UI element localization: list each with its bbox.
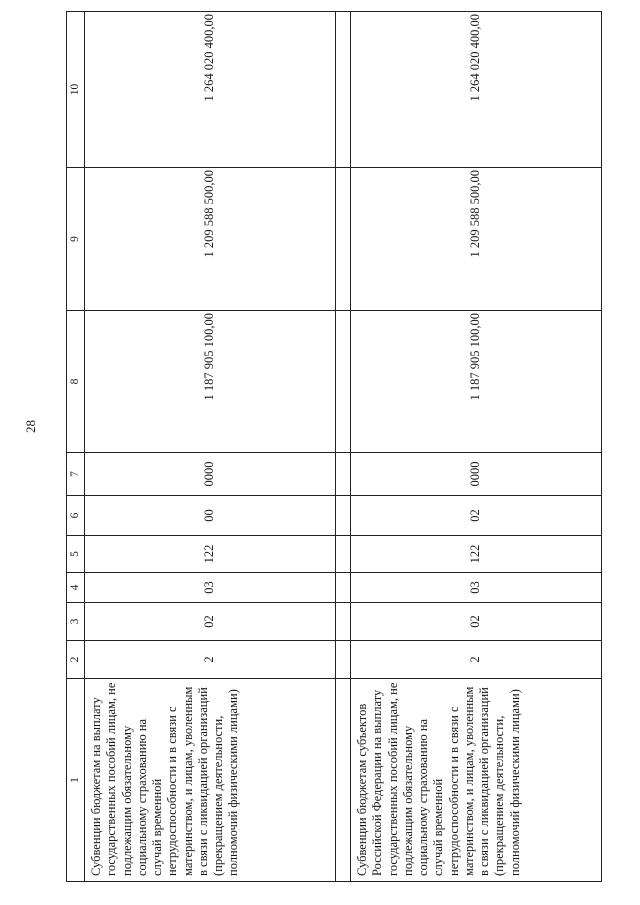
code-cell: 00 [85,496,336,536]
blank-cell [336,603,351,641]
page-number: 28 [23,420,38,433]
code-cell: 03 [351,573,602,603]
code-cell: 02 [85,603,336,641]
blank-cell [336,573,351,603]
column-number: 3 [67,603,85,641]
amount-cell: 1 187 905 100,00 [85,311,336,453]
column-number: 10 [67,12,85,168]
column-number: 2 [67,641,85,679]
budget-table [66,11,602,882]
table-row [85,12,336,882]
amount-cell: 1 187 905 100,00 [351,311,602,453]
code-cell: 122 [85,536,336,573]
code-cell: 2 [85,641,336,679]
code-cell: 03 [85,573,336,603]
column-number: 4 [67,573,85,603]
code-cell: 0000 [85,453,336,496]
code-cell: 2 [351,641,602,679]
column-number: 6 [67,496,85,536]
column-number: 5 [67,536,85,573]
table-row [351,12,602,882]
blank-cell [336,453,351,496]
amount-cell: 1 209 588 500,00 [85,168,336,311]
code-cell: 122 [351,536,602,573]
code-cell: 02 [351,603,602,641]
column-number: 8 [67,311,85,453]
blank-cell [336,679,351,882]
row-name: Субвенции бюджетам субъектов Российской Федерации на выплату государственных пособий лицам, не подлежащим обязательному социальному страхованию на случай временной нетрудоспособности и в связи с материнством, и лицам, уволенным в связи с ликвидацией организаций (прекращением деятельности, полномочий физическими лицами) [351,679,602,882]
blank-cell [336,12,351,168]
amount-cell: 1 264 020 400,00 [351,12,602,168]
spacer-row [336,12,351,882]
column-number: 7 [67,453,85,496]
column-number-row [67,12,85,882]
blank-cell [336,496,351,536]
amount-cell: 1 209 588 500,00 [351,168,602,311]
code-cell: 0000 [351,453,602,496]
code-cell: 02 [351,496,602,536]
rotated-page-content [66,11,602,882]
column-number: 1 [67,679,85,882]
blank-cell [336,641,351,679]
blank-cell [336,536,351,573]
amount-cell: 1 264 020 400,00 [85,12,336,168]
blank-cell [336,311,351,453]
blank-cell [336,168,351,311]
row-name: Субвенции бюджетам на выплату государственных пособий лицам, не подлежащим обязательному социальному страхованию на случай временной нетрудоспособности и в связи с материнством, и лицам, уволенным в связи с ликвидацией организаций (прекращением деятельности, полномочий физическими лицами) [85,679,336,882]
column-number: 9 [67,168,85,311]
